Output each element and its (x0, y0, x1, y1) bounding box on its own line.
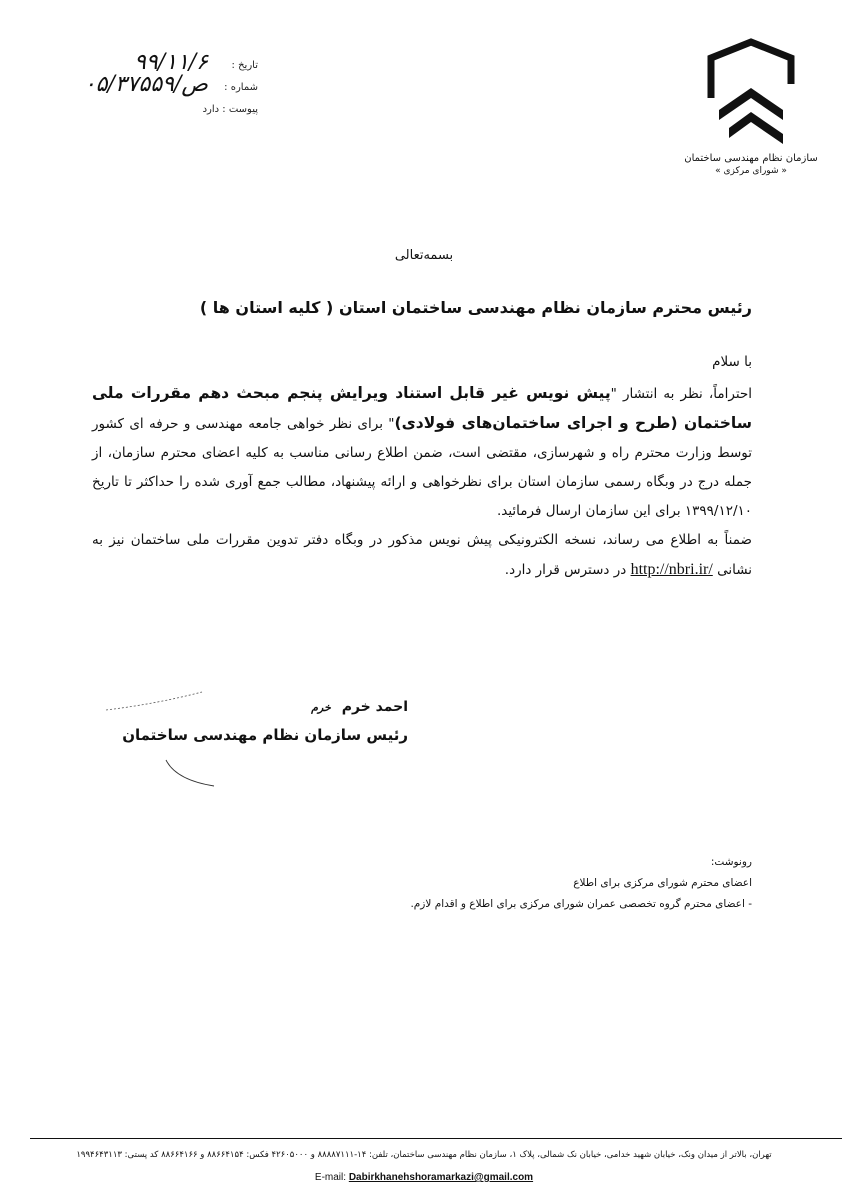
letter-meta (78, 50, 258, 122)
signatory-name-row (122, 694, 408, 721)
date-value: ۹۹/۱۱/۶ (134, 50, 208, 75)
footer-address: تهران، بالاتر از میدان ونک، خیابان شهید خدامی، خیابان نک شمالی، پلاک ۱، سازمان نظام مهندسی ساختمان، تلفن: ۱۴-۸۸۸۸۷۱۱۱ و ۴۲۶۰۵۰۰۰ فکس: ۸۸۶۶۴۱۵۴ و ۸۸۶۶۴۱۶۶ کد پستی: ۱۹۹۴۶۴۳۱۱۳ (76, 1150, 772, 1160)
signatory-title: رئیس سازمان نظام مهندسی ساختمان (122, 726, 408, 744)
letter-body (92, 348, 752, 585)
body-paragraph-2 (92, 526, 752, 585)
nbri-link[interactable]: http://nbri.ir/ (630, 561, 713, 578)
organization-logo (676, 38, 826, 177)
footer-divider (30, 1138, 842, 1139)
logo-council-name: « شورای مرکزی » (715, 166, 787, 176)
number-row (78, 72, 258, 100)
body-p2-rest: در دسترس قرار دارد. (504, 562, 631, 578)
bismillah-heading: بسمه‌تعالی (394, 248, 454, 263)
signature-scribble: خرم (311, 701, 331, 714)
greeting: با سلام (712, 354, 752, 370)
draft-title: پیش نویس غیر قابل استناد ویرایش پنجم مبحث دهم مقررات ملی ساختمان (طرح و اجرای ساختمان‌های فولادی) (92, 384, 752, 432)
number-label: شماره : (224, 82, 258, 93)
recipient-line: رئیس محترم سازمان نظام مهندسی ساختمان استان ( کلیه استان ها ) (199, 298, 752, 317)
body-p2-intro: ضمناً به اطلاع می رساند، نسخه الکترونیکی پیش نویس مذکور در وبگاه دفتر تدوین مقررات ملی ساختمان نیز به نشانی (92, 532, 752, 578)
body-p1-rest: " برای نظر خواهی جامعه مهندسی و حرفه ای کشور توسط وزارت محترم راه و شهرسازی، مقتضی است، ضمن اطلاع رسانی مناسب به کلیه اعضای محترم سازمان، از جمله درج در وبگاه رسمی سازمان استان برای نظرخواهی و ارائه پیشنهاد، مطالب جمع آوری شده را حداکثر تا تاریخ ۱۳۹۹/۱۲/۱۰ برای این سازمان ارسال فرمائید. (92, 416, 752, 519)
email-address[interactable]: Dabirkhanehshoramarkazi@gmail.com (348, 1172, 534, 1183)
number-value: ۰۵/ص/۳۷۵۵۹ (83, 72, 208, 97)
attachment-label: پیوست : دارد (202, 104, 258, 115)
footer-email-line (0, 1172, 848, 1183)
email-label: E-mail: (314, 1172, 347, 1183)
cc-line-2: - اعضای محترم گروه تخصصی عمران شورای مرکزی برای اطلاع و اقدام لازم. (410, 898, 752, 910)
date-label: تاریخ : (231, 60, 258, 71)
cc-heading: رونوشت: (710, 856, 752, 868)
cc-line-1: اعضای محترم شورای مرکزی برای اطلاع (573, 877, 752, 889)
body-p1-intro: احتراماً، نظر به انتشار " (610, 386, 752, 402)
logo-emblem-icon (701, 38, 801, 148)
cc-block (352, 852, 752, 915)
signature-block (122, 694, 408, 749)
signatory-name: احمد خرم (341, 699, 408, 715)
attachment-row (78, 100, 258, 122)
body-paragraph-1 (92, 379, 752, 526)
logo-organization-name: سازمان نظام مهندسی ساختمان (684, 153, 818, 164)
